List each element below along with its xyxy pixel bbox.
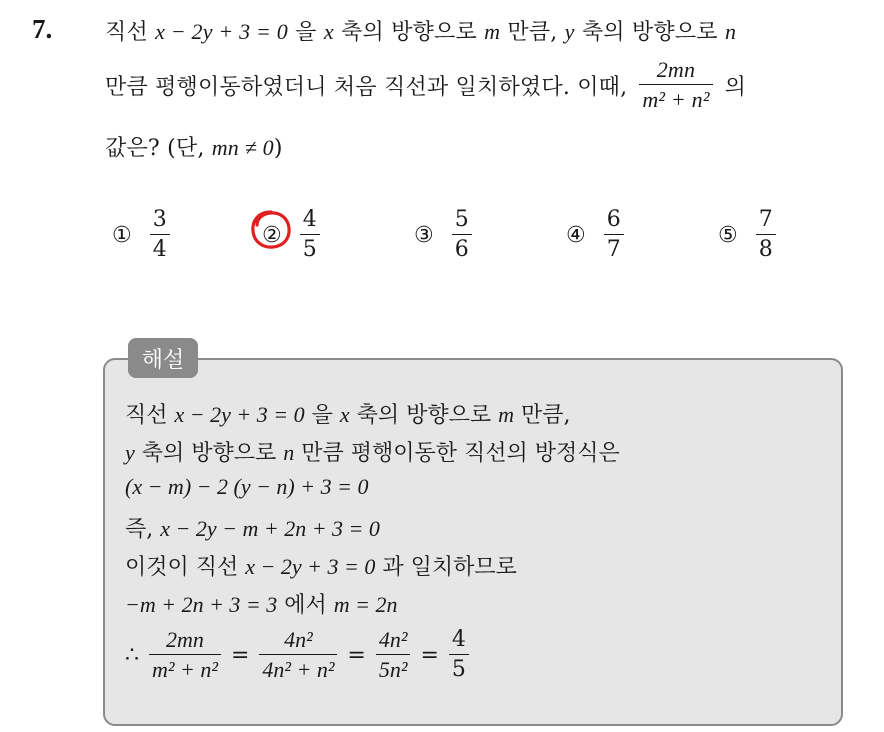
solution-tag: 해설 [128, 338, 198, 378]
choice-2[interactable]: ② $\frac{4}{5}$ [262, 208, 324, 262]
solution-line-3: (x − m) − 2 (y − n) + 3 = 0 [125, 474, 369, 499]
solution-line-7: ∴ $\frac{2mn}{\text{m² + n²}}$ = $\frac{\text{4n²}}{\text{4n² + n²}}$ = $\frac{\text{4n²}}{\text{5n²}}$ = $\frac{4}{5}$ [125, 628, 473, 682]
question-line-3: 값은? (단, mn ≠ 0) [105, 135, 283, 161]
choice-5[interactable]: ⑤ $\frac{7}{8}$ [718, 208, 780, 262]
question-line-2: 만큼 평행이동하였더니 처음 직선과 일치하였다. 이때, $\frac{2mn}{\text{m² + n²}}$ 의 [105, 57, 747, 113]
equation: x − 2y + 3 = 0 [155, 19, 288, 44]
solution-line-4: 즉, x − 2y − m + 2n + 3 = 0 [125, 516, 380, 542]
selected-circle-mark [248, 207, 294, 253]
question-number: 7. [32, 14, 53, 44]
choice-3[interactable]: ③ $\frac{5}{6}$ [414, 208, 476, 262]
choice-1[interactable]: ① $\frac{3}{4}$ [112, 208, 174, 262]
solution-line-1: 직선 x − 2y + 3 = 0 을 x 축의 방향으로 m 만큼, [125, 402, 571, 428]
fraction-expression: $\frac{2mn}{\text{m² + n²}}$ [639, 58, 712, 112]
solution-line-2: y 축의 방향으로 n 만큼 평행이동한 직선의 방정식은 [125, 440, 620, 466]
question-line-1: 직선 x − 2y + 3 = 0 을 x 축의 방향으로 m 만큼, y 축의 방향으로 n [105, 19, 737, 45]
choice-4[interactable]: ④ $\frac{6}{7}$ [566, 208, 628, 262]
solution-line-6: −m + 2n + 3 = 3 에서 m = 2n [125, 592, 398, 618]
solution-line-5: 이것이 직선 x − 2y + 3 = 0 과 일치하므로 [125, 554, 517, 580]
